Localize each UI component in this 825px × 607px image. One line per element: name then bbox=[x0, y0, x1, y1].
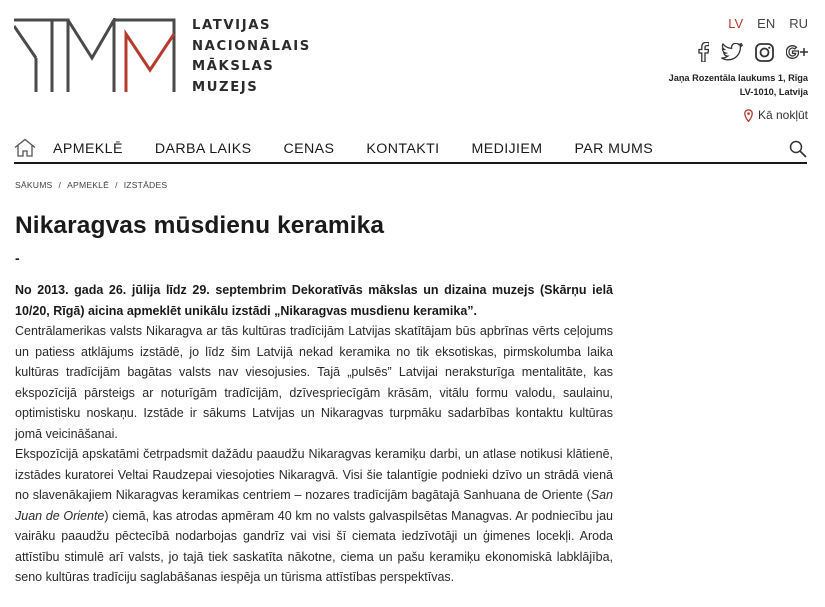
logo-line: MĀKSLAS bbox=[192, 59, 275, 75]
logo-shape-red bbox=[126, 34, 174, 92]
museum-logo[interactable] bbox=[14, 18, 178, 96]
nav-item-par-mums[interactable]: PAR MUMS bbox=[574, 141, 654, 157]
nav-item-kontakti[interactable]: KONTAKTI bbox=[366, 141, 440, 157]
breadcrumb-separator: / bbox=[115, 180, 118, 190]
main-navigation bbox=[14, 138, 807, 164]
directions-link[interactable] bbox=[744, 108, 808, 122]
language-switcher bbox=[728, 16, 808, 31]
social-links bbox=[697, 42, 808, 62]
facebook-icon[interactable] bbox=[697, 42, 709, 62]
page-title: Nikaragvas mūsdienu keramika bbox=[15, 212, 385, 239]
paragraph-italic: San Juan de Oriente bbox=[15, 488, 613, 523]
nav-item-medijiem[interactable]: MEDIJIEM bbox=[471, 141, 543, 157]
breadcrumb-item-sakums[interactable]: SĀKUMS bbox=[15, 180, 53, 190]
breadcrumb-item-apmekle[interactable]: APMEKLĒ bbox=[67, 180, 110, 190]
breadcrumb bbox=[15, 180, 167, 190]
home-icon[interactable] bbox=[14, 138, 36, 157]
paragraph-text: ) ciemā, kas atrodas apmēram 40 km no valsts galvaspilsētas Managvas. Ar podniecību jau vairāku paaudžu pēctecībā nodarbojas gandrīz vai visi šī ciemata iedzīvotāji un ģimenes locekļi. Aroda attīstību stimulē arī valsts, jo tajā tiek saskatīta nākotne, ciema un pašu keramiķu ekonomiskā labklājība, seno kultūras tradīciju saglabāšanas iespēja un tūrisma attīstības perspektīvas. bbox=[15, 508, 613, 584]
nav-item-cenas[interactable]: CENAS bbox=[283, 141, 335, 157]
article-paragraph-1: Centrālamerikas valsts Nikaragva ar tās kultūras tradīcijām Latvijas skatītājam būs apbrīnas vērts ceļojums un patiess atklājums izstādē, jo līdz šim Latvijā nekad keramika no tik eksotiskas, pirmskolumba laika kultūras tradīcijām bagātas valsts nav viesojusies. Tajā „pulsēs” Latvijai neraksturīga mentalitāte, kas ekspozīcijā pārsteigs ar noturīgām tradīcijām, dzīvespriecīgām krāsām, vitālu formu valodu, saulainu, optimistisku noskaņu. Izstāde ir sākums Latvijas un Nikaragvas turpmāku sadarbības kontaktu kultūras jomā veicināšanai. bbox=[15, 324, 613, 441]
address-line-2: LV-1010, Latvija bbox=[739, 86, 808, 97]
address bbox=[669, 72, 808, 99]
instagram-icon[interactable] bbox=[755, 43, 774, 62]
address-line-1: Jaņa Rozentāla laukums 1, Rīga bbox=[668, 73, 808, 83]
map-pin-icon bbox=[744, 109, 753, 122]
logo-line: MUZEJS bbox=[192, 79, 259, 95]
article-body bbox=[15, 280, 613, 588]
article-paragraph-2 bbox=[15, 444, 613, 588]
lang-lv[interactable]: LV bbox=[728, 16, 744, 31]
lang-ru[interactable]: RU bbox=[789, 16, 808, 31]
logo-wordmark[interactable] bbox=[192, 16, 311, 98]
logo-line: NACIONĀLAIS bbox=[192, 38, 311, 54]
nav-item-apmekle[interactable]: APMEKLĒ bbox=[53, 141, 123, 157]
nav-item-darba-laiks[interactable]: DARBA LAIKS bbox=[154, 141, 252, 157]
lang-en[interactable]: EN bbox=[757, 16, 776, 31]
directions-label: Kā nokļūt bbox=[757, 108, 808, 122]
title-dash: - bbox=[15, 250, 20, 266]
twitter-icon[interactable] bbox=[721, 43, 743, 61]
google-plus-icon[interactable] bbox=[786, 44, 808, 60]
breadcrumb-separator: / bbox=[58, 180, 62, 190]
search-icon[interactable] bbox=[789, 140, 807, 158]
breadcrumb-item-izstades[interactable]: IZSTĀDES bbox=[123, 180, 168, 190]
article-lead: No 2013. gada 26. jūlija līdz 29. septembrim Dekoratīvās mākslas un dizaina muzejs (Skārņu ielā 10/20, Rīgā) aicina apmeklēt unikālu izstādi „Nikaragvas musdienu keramika”. bbox=[15, 283, 613, 318]
logo-line: LATVIJAS bbox=[192, 18, 272, 33]
paragraph-text: Ekspozīcijā apskatāmi četrpadsmit dažādu paaudžu Nikaragvas keramiķu darbi, un atlase notikusi klātienē, izstādes kuratorei Veltai Raudzepai viesojoties Nikaragvā. Visi šie talantīgie podnieki dzīvo un strādā vienā no slavenākajiem Nikaragvas keramikas centriem – nozares tradīcijām bagātajā Sanhuana de Oriente ( bbox=[15, 447, 613, 502]
